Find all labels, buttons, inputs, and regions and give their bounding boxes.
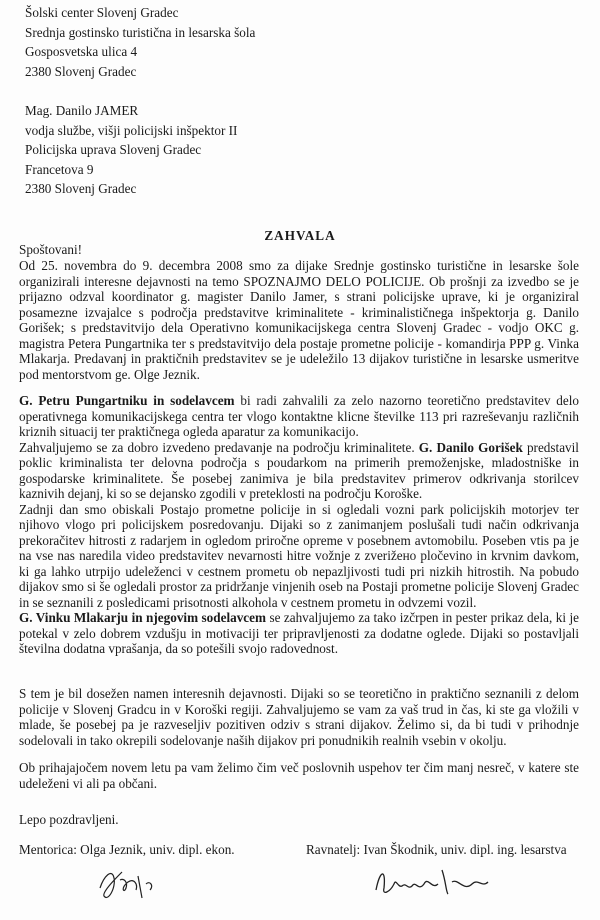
sender-line: Šolski center Slovenj Gradec (25, 5, 179, 20)
sender-line: Gosposvetska ulica 4 (25, 44, 138, 59)
thanks-crime (19, 440, 579, 502)
recipient-address (25, 103, 237, 201)
salutation: Spoštovani! (19, 242, 83, 257)
sender-line: Srednja gostinsko turistična in lesarska šola (25, 24, 256, 40)
thanks-okc-text: bi radi zahvalili za zelo nazorno teoretično predstavitev delo operativnega komunikacijskega centra ter vlogo kontaktne klicne številke 113 pri razreševanju različnih kriznih situacij ter praktičnega ogleda aparatur za komunikacijo. (19, 393, 579, 439)
paragraph-text: Od 25. novembra do 9. decembra 2008 smo za dijake Srednje gostinsko turistične in lesarske šole organizirali interesne dejavnosti na temo SPOZNAJMO DELO POLICIJE. Ob prošnji za izvedbo se je prijazno odzval koordinator g. magister Danilo Jamer, s strani policijske uprave, ki je organiziral posamezne izvajalce s področja predstavitve kriminalitete - kriminalističnega inšpektorja g. Danilo Gorišek; s predstavitvijo dela Operativno komunikacijskega centra Slovenj Gradec - vodjo OKC g. magistra Petera Pungartnika ter s predstavitvijo dela postaje prometne policije - komandirja PPP g. Vinka Mlakarja. Predavanj in praktičnih predstavitev se je udeležilo 13 dijakov turistične in lesarske usmeritve pod mentorstvom ge. Olge Jeznik. (19, 258, 579, 382)
thanks-crime-text: predstavil poklic kriminalista ter delovna področja s poudarkom na primerih premoženjske, mladostniške in gospodarske kriminalitete. Še posebej zanimiva je bila predstavitev primerov odkrivanja storilcev kaznivih dejanj, ki so se dejansko zgodili v preteklosti na področju Koroške. (19, 439, 579, 501)
closing: Lepo pozdravljeni. (19, 812, 119, 827)
name-gorisek: G. Danilo Gorišek (418, 439, 523, 455)
recipient-line: Mag. Danilo JAMER (25, 103, 139, 118)
thanks-mlakar (19, 610, 579, 657)
paragraph-summary (19, 686, 579, 748)
sender-address (25, 5, 255, 83)
thanks-crime-lead: Zahvaljujemo se za dobro izvedeno predavanje na področju kriminalitete. (19, 439, 419, 455)
handwritten-signature-mentor (90, 858, 180, 908)
thanks-okc (19, 393, 579, 440)
thanks-traffic: Zadnji dan smo obiskali Postajo prometne policije in si ogledali vozni park policijskih motorjev ter njihovo vlogo pri policijskem posredovanju. Dijaki so z zanimanjem poslušali tudi način odkrivanja prekoračitev hitrosti z radarjem in ogledom priročne opreme v posebnem avtomobilu. Poseben vtis pa je na vse nas naredila video predstavitev nevarnosti hitre vožnje z zverižено pločevino in krvnim davkom, ki ga lahko utrpijo udeleženci v cestnem prometu ob nepazljivosti tudi pri nizkih hitrostih. Na pobudo dijakov smo si še ogledali prostor za pridržanje vinjenih oseb na Postaji prometne policije Slovenj Gradec in se seznanili z posledicami prisotnosti alkohola v cestnem prometu in odvzemi vozil. (19, 501, 579, 610)
recipient-line: Policijska uprava Slovenj Gradec (25, 142, 202, 157)
paragraph-newyear (19, 760, 579, 791)
handwritten-signature-principal (368, 862, 498, 902)
signature-principal-label: Ravnatelj: Ivan Škodnik, univ. dipl. ing. lesarstva (306, 842, 567, 857)
letter-title: ZAHVALA (264, 228, 336, 243)
signature-mentor-label: Mentorica: Olga Jeznik, univ. dipl. ekon. (19, 842, 235, 857)
paragraph-intro (19, 258, 579, 382)
recipient-line: vodja službe, višji policijski inšpektor II (25, 122, 238, 138)
paragraph-thanks (19, 393, 579, 657)
sender-line: 2380 Slovenj Gradec (25, 63, 137, 79)
recipient-line: Francetova 9 (25, 161, 94, 177)
paragraph-text: S tem je bil dosežen namen interesnih dejavnosti. Dijaki so se teoretično in praktično seznanili z delom policije v Slovenj Gradcu in v Koroški regiji. Zahvaljujemo se vam za vaš trud in čas, ki ste ga vložili v mlade, še posebej pa je razveseljiv pozitiven odziv s strani dijakov. Želimo si, da bi tudi v prihodnje sodelovali in tako okrepili sodelovanje naših dijakov pri ponudnikih realnih vsebin v okolju. (19, 686, 579, 748)
name-pungartnik: G. Petru Pungartniku in sodelavcem (19, 393, 235, 408)
paragraph-text: Ob prihajajočem novem letu pa vam želimo čim več poslovnih uspehov ter čim manj nesreč, v katere ste udeleženi vi ali pa občani. (19, 760, 579, 791)
recipient-line: 2380 Slovenj Gradec (25, 181, 137, 196)
thanks-mlakar-text: se zahvaljujemo za tako izčrpen in pester prikaz dela, ki je potekal v zelo dobrem vzdušju in motivaciji ter pripravljenosti za dodatne oglede. Dijaki so postavljali številna dodatna vprašanja, da so potešili svojo radovednost. (19, 610, 579, 656)
name-mlakar: G. Vinku Mlakarju in njegovim sodelavcem (19, 610, 266, 625)
